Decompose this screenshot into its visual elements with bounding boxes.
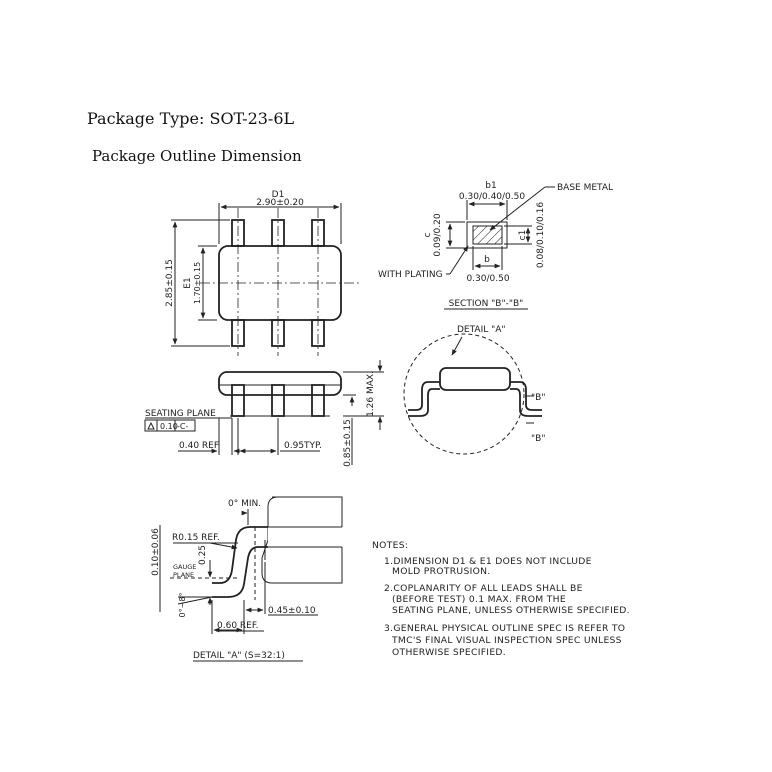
side-view xyxy=(145,360,384,467)
pitch-label: 0.95TYP. xyxy=(284,441,322,451)
package-outline-title: Package Outline Dimension xyxy=(92,147,302,165)
side-lead xyxy=(272,385,284,416)
b-mark-upper: "B" xyxy=(531,393,546,403)
detail-circle-view xyxy=(404,325,545,454)
side-lead xyxy=(312,385,324,416)
radius-label: R0.15 REF. xyxy=(172,533,220,543)
c1-value: 0.08/0.10/0.16 xyxy=(536,201,546,269)
detail-a-label: DETAIL "A" xyxy=(457,325,506,335)
notes-title: NOTES: xyxy=(372,540,409,551)
standoff-detail-value: 0.10±0.06 xyxy=(151,528,161,576)
b-label: b xyxy=(484,255,490,265)
angle-range-label: 0°~8° xyxy=(178,592,187,618)
b1-value: 0.30/0.40/0.50 xyxy=(458,192,526,202)
standoff-value: 0.85±0.15 xyxy=(343,419,353,467)
gauge-025-value: 0.25 xyxy=(198,544,208,566)
note-2-line-1: 2.COPLANARITY OF ALL LEADS SHALL BE xyxy=(384,583,583,594)
with-plating-label: WITH PLATING xyxy=(378,270,443,280)
c-value: 0.09/0.20 xyxy=(433,213,443,257)
e1-value: 1.70±0.15 xyxy=(193,261,202,305)
detail-body xyxy=(440,368,510,390)
gauge-label: GAUGE xyxy=(173,563,197,571)
datum-label: -C- xyxy=(177,422,189,431)
note-1-line-2: MOLD PROTRUSION. xyxy=(392,566,491,577)
note-3-line-3: OTHERWISE SPECIFIED. xyxy=(392,647,507,658)
b1-label: b1 xyxy=(485,181,497,191)
section-caption: SECTION "B"-"B" xyxy=(448,299,524,309)
d1-value: 2.90±0.20 xyxy=(256,198,304,208)
top-view xyxy=(165,190,362,356)
b-mark-lower: "B" xyxy=(531,434,546,444)
plane-label: PLANE xyxy=(173,571,195,579)
base-metal xyxy=(473,226,502,244)
height-max-value: 1.26 MAX. xyxy=(366,371,376,417)
c-label: c xyxy=(423,232,433,238)
base-metal-label: BASE METAL xyxy=(557,183,614,193)
side-lead xyxy=(232,385,244,416)
detail-caption: DETAIL "A" (S=32:1) xyxy=(193,651,285,661)
c1-label: c1 xyxy=(518,229,528,241)
tolerance-value: 0.10 xyxy=(160,422,178,431)
package-type-title: Package Type: SOT-23-6L xyxy=(87,109,295,128)
note-1-line-1: 1.DIMENSION D1 & E1 DOES NOT INCLUDE xyxy=(384,556,592,567)
note-2-line-3: SEATING PLANE, UNLESS OTHERWISE SPECIFIED. xyxy=(392,605,630,616)
detail-a-view xyxy=(151,497,348,661)
e1-label: E1 xyxy=(183,277,193,289)
lead-045-value: 0.45±0.10 xyxy=(268,606,316,616)
ref-040-label: 0.40 REF. xyxy=(179,441,221,451)
d1-label: D1 xyxy=(271,190,285,200)
angle-min-label: 0° MIN. xyxy=(228,499,262,509)
note-2-line-2: (BEFORE TEST) 0.1 MAX. FROM THE xyxy=(392,594,566,605)
overall-width-value: 2.85±0.15 xyxy=(165,259,175,307)
note-3-line-2: TMC'S FINAL VISUAL INSPECTION SPEC UNLESS xyxy=(392,635,622,646)
b-value: 0.30/0.50 xyxy=(466,274,510,284)
lead-060-value: 0.60 REF. xyxy=(217,621,259,631)
seating-plane-label: SEATING PLANE xyxy=(145,409,216,419)
package-body-side xyxy=(219,372,341,395)
note-3-line-1: 3.GENERAL PHYSICAL OUTLINE SPEC IS REFER TO xyxy=(384,623,626,634)
section-bb-view xyxy=(378,181,613,309)
